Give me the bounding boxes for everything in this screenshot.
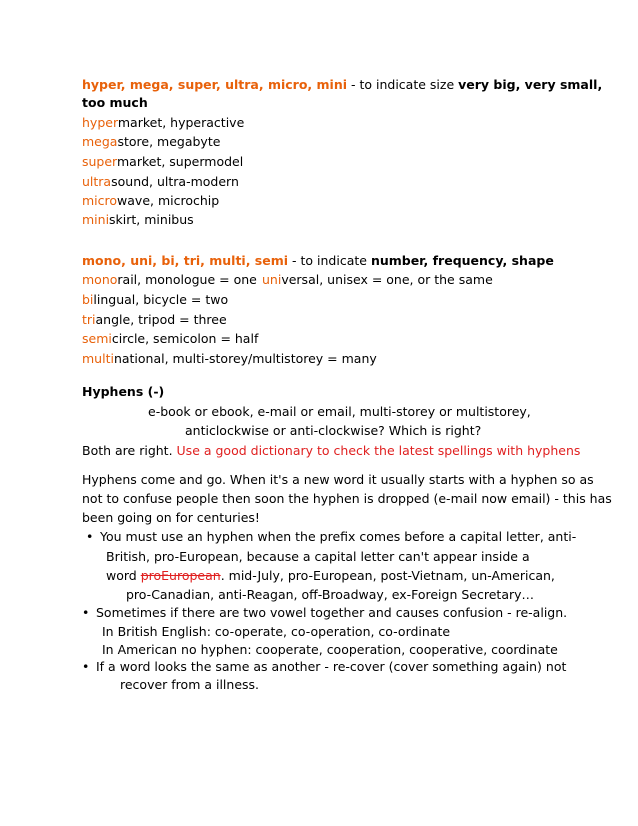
size-example <box>82 193 219 209</box>
rule2-american: In American no hyphen: cooperate, cooperation, cooperative, coordinate <box>102 642 558 657</box>
hyphens-paragraph-line: not to confuse people then soon the hyphen is dropped (e-mail now email) - this has <box>82 491 612 506</box>
size-intro: - to indicate size <box>347 77 459 92</box>
prefix: mega <box>82 134 118 149</box>
size-heading-line <box>82 77 602 93</box>
both-right-line <box>82 443 580 459</box>
bullet: • <box>86 529 94 544</box>
rule1-line: pro-Canadian, anti-Reagan, off-Broadway, ex-Foreign Secretary… <box>126 587 535 602</box>
example-rest: wave, microchip <box>117 193 220 208</box>
size-meaning: very big, very small, <box>458 77 603 92</box>
example-rest: market, supermodel <box>116 154 244 169</box>
prefix: multi <box>82 351 114 366</box>
size-example <box>82 115 244 131</box>
hyphens-heading: Hyphens (-) <box>82 384 165 399</box>
example-rest: skirt, minibus <box>109 212 194 227</box>
example-rest: circle, semicolon = half <box>111 331 259 346</box>
rule1-line: British, pro-European, because a capital letter can't appear inside a <box>106 549 530 564</box>
bullet: • <box>82 605 90 620</box>
number-example-uni <box>262 272 493 288</box>
rule2-line <box>82 605 567 621</box>
hyphens-paragraph-line: been going on for centuries! <box>82 510 260 525</box>
number-meaning: number, frequency, shape <box>370 253 554 268</box>
dictionary-tip: Use a good dictionary to check the latest spellings with hyphens <box>176 443 581 458</box>
rule1-text: You must use an hyphen when the prefix comes before a capital letter, anti- <box>100 529 577 544</box>
example-rest: store, megabyte <box>117 134 221 149</box>
hyphens-paragraph-line: Hyphens come and go. When it's a new word it usually starts with a hyphen so as <box>82 472 594 487</box>
rule3-text: If a word looks the same as another - re-cover (cover something again) not <box>96 659 567 674</box>
wrong-spelling: proEuropean <box>140 568 221 583</box>
number-heading-line <box>82 253 554 269</box>
prefix: hyper <box>82 115 118 130</box>
size-example <box>82 212 194 228</box>
bullet: • <box>82 659 90 674</box>
size-example <box>82 134 220 150</box>
rule1-line <box>106 568 555 584</box>
hyphens-examples-2: anticlockwise or anti-clockwise? Which is right? <box>185 423 482 438</box>
prefix: tri <box>82 312 96 327</box>
both-right-text: Both are right. <box>82 443 177 458</box>
number-example <box>82 351 377 367</box>
prefix: ultra <box>82 174 112 189</box>
size-meaning-cont: too much <box>82 95 148 110</box>
example-rest: versal, unisex = one, or the same <box>281 272 493 287</box>
size-example <box>82 174 239 190</box>
prefix: semi <box>82 331 112 346</box>
hyphens-examples-1: e-book or ebook, e-mail or email, multi-storey or multistorey, <box>148 404 531 419</box>
example-rest: rail, monologue = one <box>117 272 257 287</box>
rule2-british: In British English: co-operate, co-operation, co-ordinate <box>102 624 451 639</box>
prefix: mini <box>82 212 110 227</box>
number-example <box>82 272 257 288</box>
rule1-word: word <box>106 568 141 583</box>
example-rest: angle, tripod = three <box>95 312 227 327</box>
example-rest: lingual, bicycle = two <box>93 292 229 307</box>
number-intro: - to indicate <box>288 253 371 268</box>
prefix: mono <box>82 272 118 287</box>
example-rest: national, multi-storey/multistorey = many <box>113 351 377 366</box>
number-example <box>82 331 258 347</box>
rule1-line <box>86 529 576 545</box>
example-rest: market, hyperactive <box>117 115 245 130</box>
prefix: uni <box>262 272 282 287</box>
number-example <box>82 312 227 328</box>
example-rest: sound, ultra-modern <box>111 174 239 189</box>
prefix: bi <box>82 292 94 307</box>
rule2-text: Sometimes if there are two vowel together and causes confusion - re-align. <box>96 605 568 620</box>
rule1-rest: . mid-July, pro-European, post-Vietnam, un-American, <box>220 568 555 583</box>
size-example <box>82 154 243 170</box>
number-prefix-list: mono, uni, bi, tri, multi, semi <box>82 253 289 268</box>
rule3-line <box>82 659 566 675</box>
prefix: micro <box>82 193 118 208</box>
size-prefix-list: hyper, mega, super, ultra, micro, mini <box>82 77 348 92</box>
number-example <box>82 292 228 308</box>
rule3-line: recover from a illness. <box>120 677 260 692</box>
prefix: super <box>82 154 117 169</box>
